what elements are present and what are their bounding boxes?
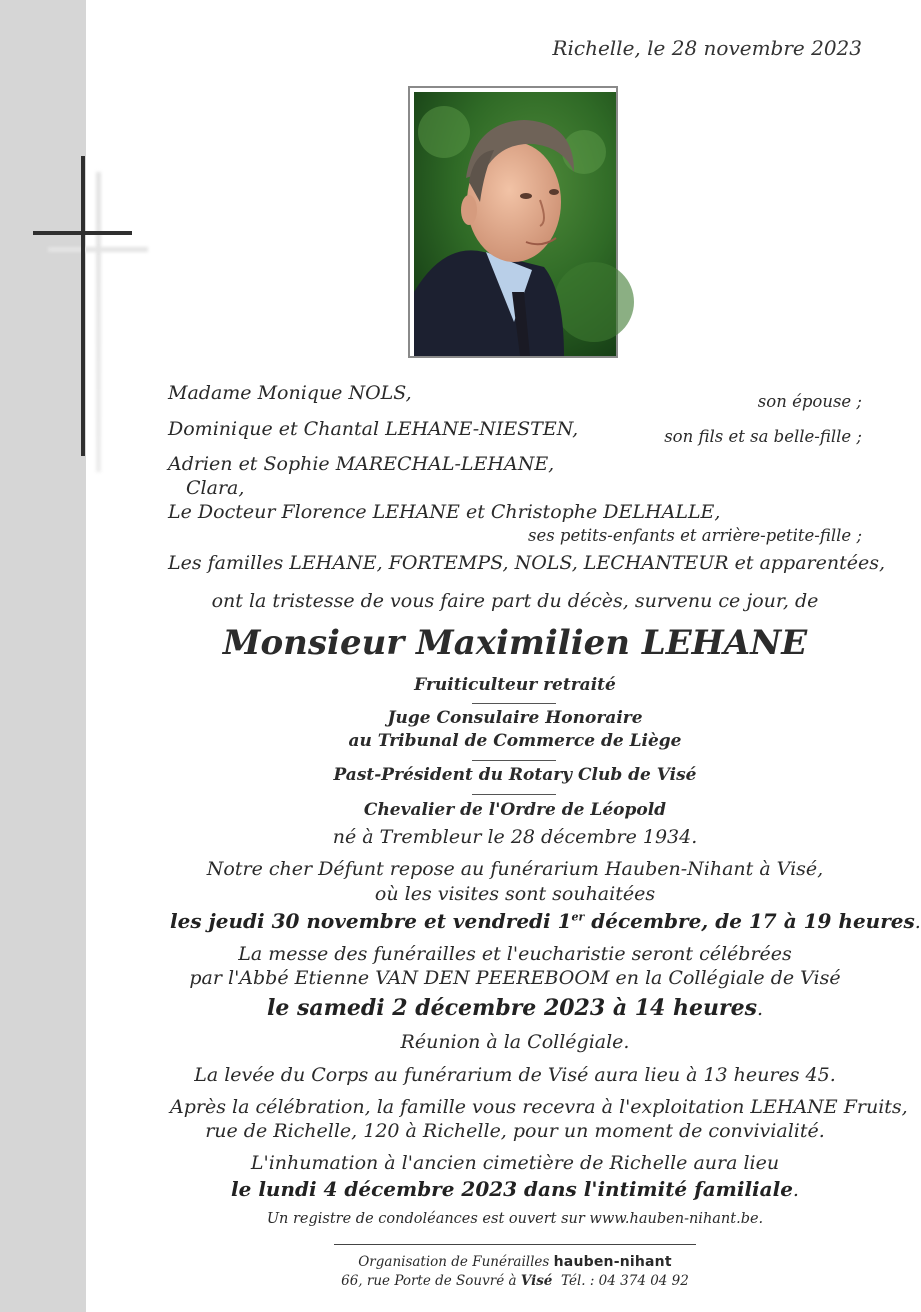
reception-line: Après la célébration, la famille vous recevra à l'exploitation LEHANE Fruits, — [170, 1096, 908, 1118]
announcement: ont la tristesse de vous faire part du décès, survenu ce jour, de — [211, 590, 819, 612]
deceased-name: Monsieur Maximilien LEHANE — [222, 623, 808, 663]
family-relation: ses petits-enfants et arrière-petite-fille ; — [527, 526, 862, 545]
place-date: Richelle, le 28 novembre 2023 — [552, 36, 862, 60]
deceased-title: Fruiticulteur retraité — [414, 675, 616, 695]
family-relation: son épouse ; — [757, 392, 862, 411]
deceased-title: Juge Consulaire Honoraire — [387, 708, 643, 728]
separator — [472, 794, 556, 795]
condolence-register: Un registre de condoléances est ouvert sur www.hauben-nihant.be. — [266, 1211, 764, 1227]
deceased-title: au Tribunal de Commerce de Liège — [348, 731, 682, 751]
burial-line: L'inhumation à l'ancien cimetière de Richelle aura lieu — [250, 1152, 780, 1174]
footer-address: 66, rue Porte de Souvré à Visé Tél. : 04 374 04 92 — [341, 1273, 689, 1289]
reception-line: rue de Richelle, 120 à Richelle, pour un moment de convivialité. — [205, 1120, 825, 1142]
mass-date: le samedi 2 décembre 2023 à 14 heures. — [266, 995, 764, 1021]
portrait-image — [414, 92, 616, 356]
family-member: Dominique et Chantal LEHANE-NIESTEN, — [168, 418, 579, 440]
visits-line: où les visites sont souhaitées — [374, 883, 656, 905]
family-member: Adrien et Sophie MARECHAL-LEHANE, — [168, 453, 555, 475]
family-member: Clara, — [186, 477, 245, 499]
family-relation: son fils et sa belle-fille ; — [664, 427, 862, 446]
meeting-info: Réunion à la Collégiale. — [400, 1031, 630, 1053]
levee-info: La levée du Corps au funérarium de Visé aura lieu à 13 heures 45. — [194, 1064, 836, 1086]
visits-dates: les jeudi 30 novembre et vendredi 1er décembre, de 17 à 19 heures. — [170, 909, 921, 933]
deceased-title: Chevalier de l'Ordre de Léopold — [363, 800, 667, 820]
birth-info: né à Trembleur le 28 décembre 1934. — [332, 826, 698, 848]
footer-divider — [334, 1244, 696, 1245]
separator — [472, 760, 556, 761]
mass-line: La messe des funérailles et l'eucharistie seront célébrées — [238, 943, 792, 965]
cross-icon — [0, 150, 160, 480]
visits-line: Notre cher Défunt repose au funérarium Hauben-Nihant à Visé, — [206, 858, 824, 880]
burial-date: le lundi 4 décembre 2023 dans l'intimité familiale. — [231, 1177, 799, 1201]
mass-line: par l'Abbé Etienne VAN DEN PEEREBOOM en la Collégiale de Visé — [189, 967, 841, 989]
brand-logo: hauben-nihant — [553, 1254, 672, 1270]
family-member: Le Docteur Florence LEHANE et Christophe DELHALLE, — [168, 501, 721, 523]
deceased-title: Past-Président du Rotary Club de Visé — [333, 765, 697, 785]
footer-organisation: Organisation de Funérailles hauben-nihant — [358, 1254, 672, 1270]
portrait-photo — [408, 86, 618, 358]
separator — [472, 703, 556, 704]
family-member: Les familles LEHANE, FORTEMPS, NOLS, LECHANTEUR et apparentées, — [168, 552, 886, 574]
family-member: Madame Monique NOLS, — [168, 382, 412, 404]
